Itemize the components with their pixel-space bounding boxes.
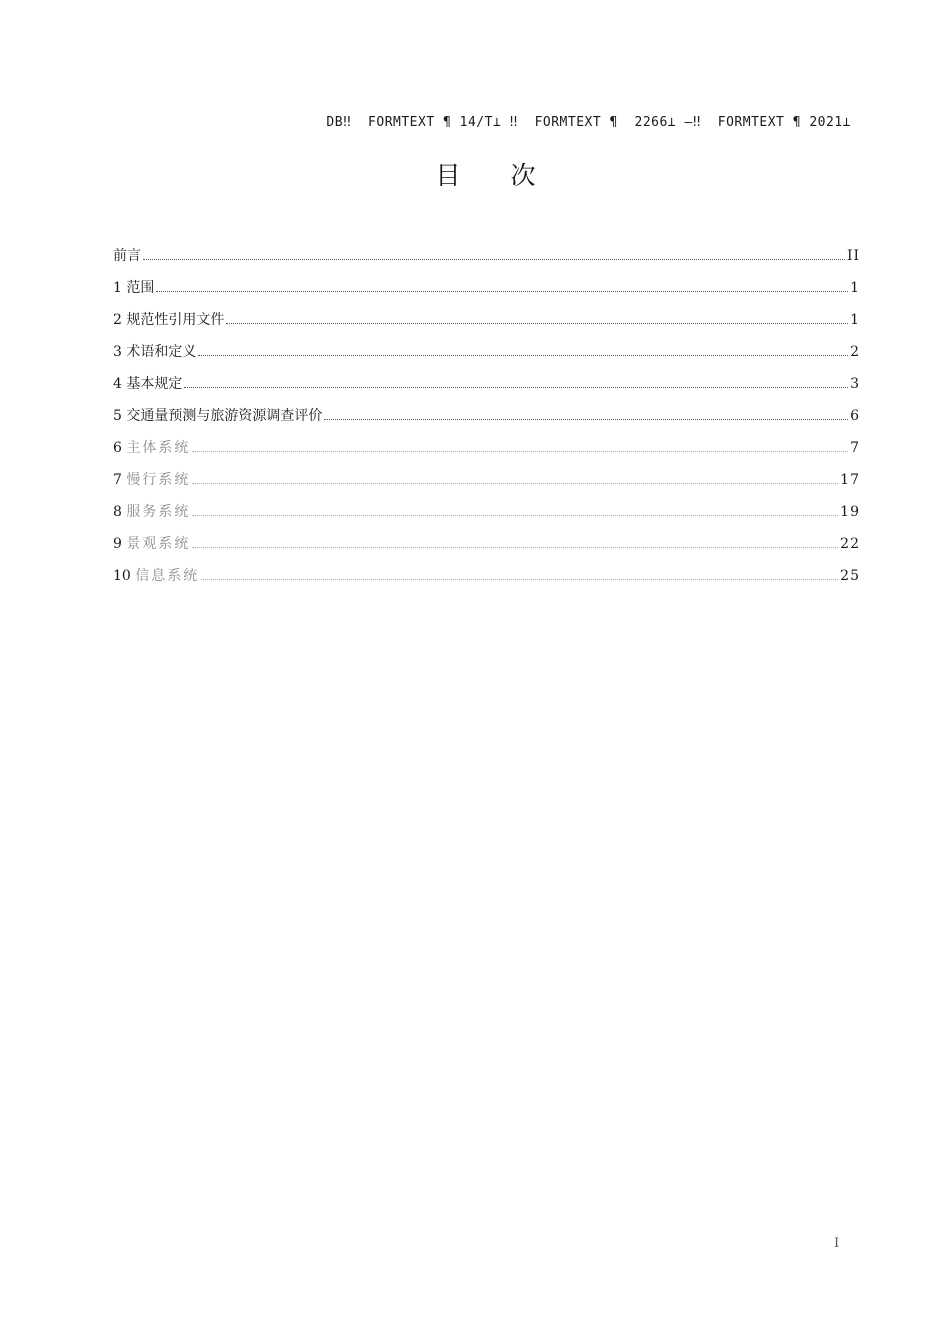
toc-entry-page: 1 — [850, 280, 860, 296]
toc-title-part2: 次 — [510, 161, 540, 190]
toc-dot-leader — [192, 451, 848, 452]
toc-entry-label: 主体系统 — [126, 440, 191, 456]
page-number: I — [834, 1236, 840, 1251]
toc-entry-terms[interactable] — [113, 341, 860, 373]
toc-entry-page: 19 — [840, 504, 860, 520]
toc-entry-number: 5 — [113, 408, 127, 424]
toc-dot-leader — [156, 291, 848, 292]
toc-entry-page: 25 — [840, 568, 860, 584]
toc-entry-traffic-forecast[interactable] — [113, 405, 860, 437]
toc-entry-number: 2 — [113, 312, 127, 328]
toc-entry-page: 7 — [850, 440, 860, 456]
toc-dot-leader — [201, 579, 838, 580]
toc-entry-foreword[interactable] — [113, 245, 860, 277]
toc-entry-information-system[interactable] — [113, 565, 860, 597]
toc-entry-label: 慢行系统 — [126, 472, 191, 488]
toc-dot-leader — [324, 419, 848, 420]
toc-entry-normative-references[interactable] — [113, 309, 860, 341]
toc-dot-leader — [198, 355, 848, 356]
table-of-contents — [113, 245, 860, 597]
toc-entry-page: 1 — [850, 312, 860, 328]
toc-entry-label: 术语和定义 — [126, 344, 197, 360]
toc-title-part1: 目 — [435, 161, 465, 190]
toc-entry-number: 10 — [113, 568, 136, 584]
toc-entry-label: 信息系统 — [135, 568, 200, 584]
toc-entry-number: 6 — [113, 440, 127, 456]
toc-entry-number: 8 — [113, 504, 127, 520]
toc-entry-label: 前言 — [113, 248, 141, 264]
toc-entry-number: 3 — [113, 344, 127, 360]
toc-dot-leader — [192, 547, 838, 548]
toc-entry-page: 22 — [840, 536, 860, 552]
toc-entry-label: 基本规定 — [126, 376, 183, 392]
toc-entry-number: 1 — [113, 280, 127, 296]
toc-dot-leader — [192, 483, 838, 484]
toc-entry-service-system[interactable] — [113, 501, 860, 533]
toc-entry-page: 2 — [850, 344, 860, 360]
toc-entry-scope[interactable] — [113, 277, 860, 309]
toc-entry-page: 17 — [840, 472, 860, 488]
toc-dot-leader — [226, 323, 848, 324]
toc-entry-number: 7 — [113, 472, 127, 488]
toc-entry-main-system[interactable] — [113, 437, 860, 469]
toc-entry-slow-traffic-system[interactable] — [113, 469, 860, 501]
toc-entry-label: 服务系统 — [126, 504, 191, 520]
toc-entry-number: 9 — [113, 536, 127, 552]
toc-title — [0, 156, 950, 192]
toc-entry-label: 交通量预测与旅游资源调查评价 — [126, 408, 323, 424]
toc-dot-leader — [184, 387, 848, 388]
toc-entry-page: II — [846, 248, 860, 264]
toc-entry-number: 4 — [113, 376, 127, 392]
toc-entry-page: 6 — [850, 408, 860, 424]
toc-entry-label: 规范性引用文件 — [126, 312, 225, 328]
toc-entry-page: 3 — [850, 376, 860, 392]
toc-entry-label: 景观系统 — [126, 536, 191, 552]
toc-dot-leader — [192, 515, 838, 516]
toc-entry-label: 范围 — [126, 280, 155, 296]
toc-entry-landscape-system[interactable] — [113, 533, 860, 565]
standard-code-header: DB‼ FORMTEXT ¶ 14/T⊥ ‼ FORMTEXT ¶ 2266⊥ —‼ FORMTEXT ¶ 2021⊥ — [326, 115, 851, 130]
toc-dot-leader — [143, 259, 845, 260]
toc-entry-basic-provisions[interactable] — [113, 373, 860, 405]
